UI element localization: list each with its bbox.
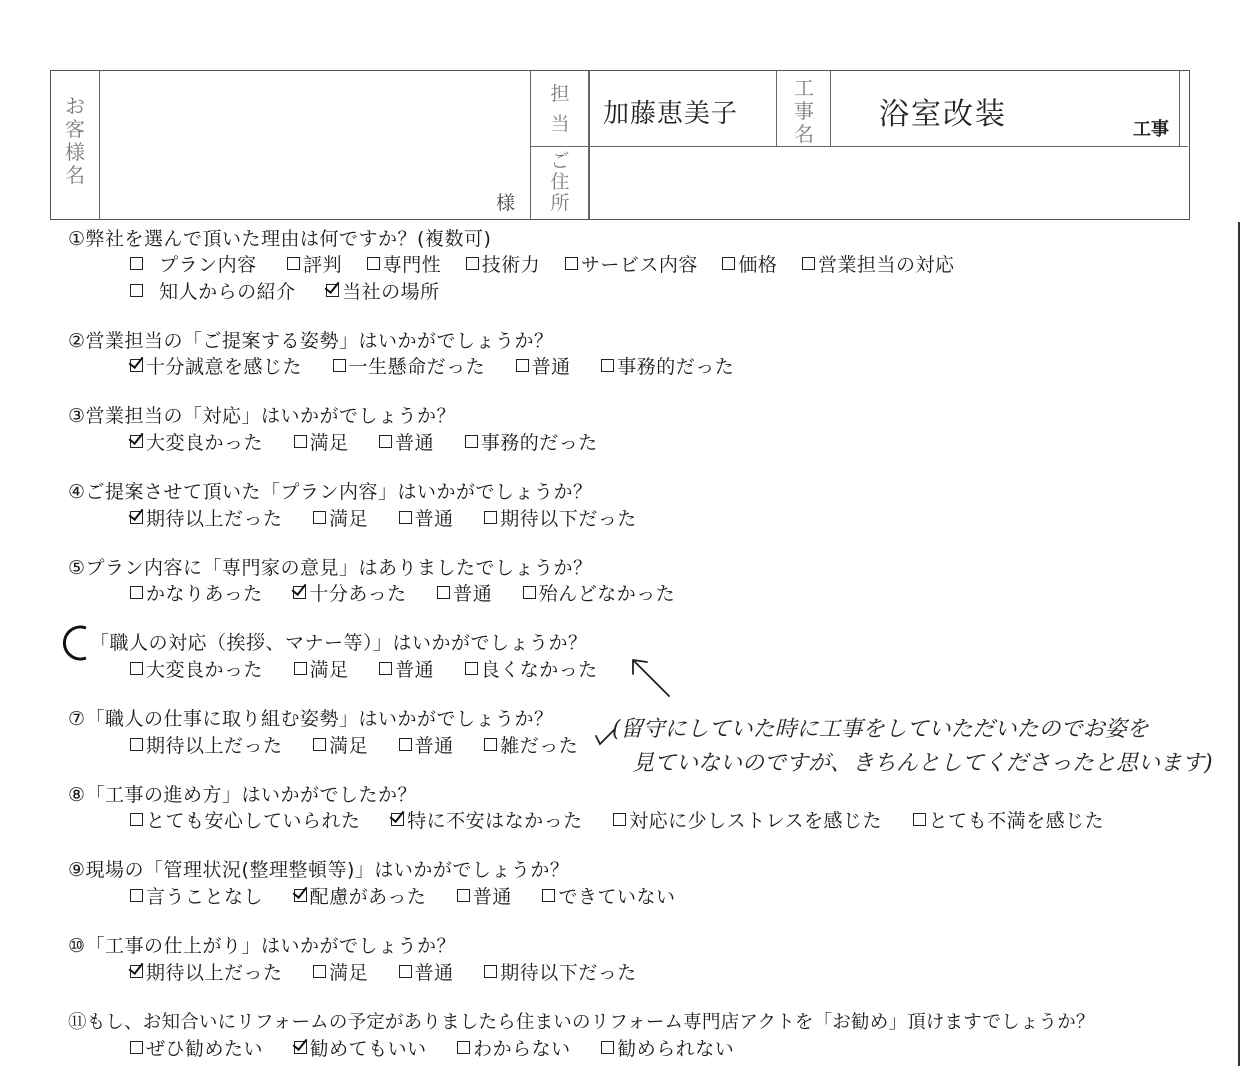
option-label: 十分あった — [309, 583, 407, 605]
option[interactable] — [465, 428, 598, 455]
option-label: 雑だった — [500, 735, 579, 757]
checkbox[interactable] — [399, 511, 412, 524]
customer-name-label: お客様名 — [65, 94, 85, 187]
option[interactable] — [313, 958, 368, 985]
checkbox[interactable] — [466, 257, 479, 270]
option[interactable] — [399, 958, 454, 985]
option[interactable] — [913, 806, 1105, 833]
option[interactable] — [466, 250, 541, 277]
option[interactable] — [333, 352, 486, 379]
question-6-options — [130, 655, 622, 682]
option[interactable] — [130, 277, 296, 304]
option[interactable] — [484, 504, 637, 531]
checkbox[interactable] — [399, 738, 412, 751]
option-label: 知人からの紹介 — [159, 281, 296, 303]
question-4-options — [130, 504, 661, 531]
question-5-options — [130, 579, 699, 606]
option[interactable] — [437, 579, 492, 606]
question-1-options — [130, 250, 954, 277]
option-label: 普通 — [531, 356, 571, 378]
checkbox[interactable] — [457, 1041, 470, 1054]
question-10-options — [130, 958, 661, 985]
checkbox-checked[interactable] — [326, 284, 339, 297]
option-label: 期待以下だった — [500, 962, 637, 984]
checkbox-checked[interactable] — [130, 359, 143, 372]
option[interactable] — [391, 806, 583, 833]
option[interactable] — [367, 250, 442, 277]
checkbox[interactable] — [333, 359, 346, 372]
checkbox-checked[interactable] — [294, 889, 307, 902]
option-label: 期待以上だった — [146, 508, 283, 530]
option[interactable] — [294, 428, 349, 455]
checkbox[interactable] — [399, 965, 412, 978]
option-label: 普通 — [395, 659, 435, 681]
option-label: 特に不安はなかった — [407, 810, 583, 832]
divider — [530, 71, 531, 219]
checkbox[interactable] — [130, 586, 143, 599]
checkbox[interactable] — [802, 257, 815, 270]
option-label: 満足 — [309, 432, 349, 454]
checkbox[interactable] — [484, 738, 497, 751]
option[interactable] — [399, 731, 454, 758]
checkbox-checked[interactable] — [130, 965, 143, 978]
option-label: 良くなかった — [480, 659, 598, 681]
checkbox[interactable] — [722, 257, 735, 270]
handwritten-comment-line1: (留守にしていた時に工事をしていただいたのでお姿を — [612, 717, 1149, 742]
option[interactable] — [313, 504, 368, 531]
question-8-title: ⑧「工事の進め方」はいかがでしたか？ — [68, 784, 418, 806]
checkbox[interactable] — [379, 662, 392, 675]
checkbox[interactable] — [457, 889, 470, 902]
checkbox[interactable] — [565, 257, 578, 270]
option-label: 勧められない — [617, 1038, 735, 1060]
option-label: 価格 — [738, 254, 778, 276]
option-label: 普通 — [395, 432, 435, 454]
option[interactable] — [130, 882, 263, 909]
handwritten-arrow-icon — [625, 652, 675, 702]
option-label: 営業担当の対応 — [817, 254, 955, 276]
option-label: 満足 — [329, 962, 369, 984]
question-11-options — [130, 1034, 758, 1061]
option-label: 配慮があった — [309, 886, 427, 908]
checkbox-checked[interactable] — [293, 586, 306, 599]
option-label: 普通 — [414, 962, 454, 984]
option-label: 殆んどなかった — [538, 583, 676, 605]
option-label: 一生懸命だった — [348, 356, 486, 378]
checkbox[interactable] — [130, 1041, 143, 1054]
question-5-title: ⑤プラン内容に「専門家の意見」はありましたでしょうか？ — [68, 557, 593, 579]
option[interactable] — [457, 882, 512, 909]
option[interactable] — [379, 428, 434, 455]
question-2-options — [130, 352, 758, 379]
checkbox[interactable] — [542, 889, 555, 902]
question-1-title: ①弊社を選んで頂いた理由は何ですか？(複数可) — [68, 228, 492, 250]
checkbox-checked[interactable] — [130, 435, 143, 448]
option[interactable] — [722, 250, 777, 277]
question-3-title: ③営業担当の「対応」はいかがでしょうか？ — [68, 405, 457, 427]
checkbox[interactable] — [130, 813, 143, 826]
option[interactable] — [601, 352, 734, 379]
option-label: 期待以上だった — [146, 735, 283, 757]
option-label: 満足 — [329, 508, 369, 530]
option[interactable] — [523, 579, 676, 606]
option[interactable] — [130, 958, 283, 985]
divider — [530, 146, 1188, 147]
option[interactable] — [130, 428, 263, 455]
koji-suffix: 工事 — [1133, 119, 1169, 140]
question-6-title: 「職人の対応（挨拶、マナー等）」はいかがでしょうか？ — [90, 632, 588, 654]
checkbox[interactable] — [913, 813, 926, 826]
option[interactable] — [130, 504, 283, 531]
checkbox-checked[interactable] — [294, 1041, 307, 1054]
option-label: 事務的だった — [617, 356, 735, 378]
checkbox[interactable] — [294, 435, 307, 448]
option[interactable] — [457, 1034, 571, 1061]
option-label: 大変良かった — [146, 432, 264, 454]
checkbox[interactable] — [516, 359, 529, 372]
option[interactable] — [465, 655, 598, 682]
handwritten-comment-line2: 見ていないのですが、きちんとしてくださったと思います) — [632, 751, 1213, 776]
checkbox[interactable] — [287, 257, 300, 270]
checkbox[interactable] — [313, 965, 326, 978]
option[interactable] — [613, 806, 882, 833]
question-7-title: ⑦「職人の仕事に取り組む姿勢」はいかがでしょうか？ — [68, 708, 554, 730]
option[interactable] — [287, 250, 342, 277]
option-label: 期待以上だった — [146, 962, 283, 984]
checkbox[interactable] — [367, 257, 380, 270]
checkbox[interactable] — [130, 284, 143, 297]
question-8-options — [130, 806, 1128, 833]
option-label: 事務的だった — [480, 432, 598, 454]
option[interactable] — [294, 1034, 427, 1061]
checkbox[interactable] — [601, 1041, 614, 1054]
option-label: 勧めてもいい — [309, 1038, 427, 1060]
option-label: 大変良かった — [146, 659, 264, 681]
question-2-title: ②営業担当の「ご提案する姿勢」はいかがでしょうか？ — [68, 330, 554, 352]
option[interactable] — [516, 352, 571, 379]
checkbox[interactable] — [294, 662, 307, 675]
option[interactable] — [130, 579, 263, 606]
option-label: ぜひ勧めたい — [146, 1038, 264, 1060]
customer-info-table — [50, 70, 1190, 220]
divider — [1179, 71, 1180, 147]
option[interactable] — [130, 655, 263, 682]
divider — [99, 71, 100, 219]
divider — [830, 71, 831, 147]
checkbox[interactable] — [601, 359, 614, 372]
option-label: 当社の場所 — [342, 281, 440, 303]
option[interactable] — [565, 250, 698, 277]
option-label: 普通 — [414, 735, 454, 757]
option[interactable] — [484, 958, 637, 985]
checkbox[interactable] — [437, 586, 450, 599]
option[interactable] — [130, 250, 257, 277]
tanto-label: 担当 — [550, 83, 570, 135]
option-label: 言うことなし — [146, 886, 264, 908]
option-label: できていない — [558, 886, 676, 908]
option-label: 普通 — [472, 886, 512, 908]
address-label: ご住所 — [550, 150, 570, 214]
divider — [588, 71, 590, 219]
checkbox[interactable] — [313, 738, 326, 751]
option-label: サービス内容 — [580, 254, 698, 276]
option-label: かなりあった — [146, 583, 263, 605]
option[interactable] — [601, 1034, 734, 1061]
checkbox[interactable] — [465, 662, 478, 675]
question-10-title: ⑩「工事の仕上がり」はいかがでしょうか？ — [68, 935, 457, 957]
checkbox[interactable] — [379, 435, 392, 448]
option-label: 評判 — [303, 254, 343, 276]
option-label: 普通 — [414, 508, 454, 530]
checkbox[interactable] — [130, 662, 143, 675]
punch-hole-mark — [52, 622, 94, 664]
checkbox[interactable] — [130, 257, 143, 270]
option[interactable] — [293, 579, 406, 606]
question-1-options-row2 — [130, 277, 464, 304]
option-label: 満足 — [329, 735, 369, 757]
option-label: 技術力 — [481, 254, 541, 276]
koji-name-label: 工事名 — [794, 76, 814, 146]
question-3-options — [130, 428, 622, 455]
option[interactable] — [130, 731, 283, 758]
option-label: 期待以下だった — [500, 508, 637, 530]
checkbox[interactable] — [313, 511, 326, 524]
sama-label: 様 — [496, 192, 516, 214]
checkbox[interactable] — [613, 813, 626, 826]
option-label: とても安心していられた — [146, 810, 361, 832]
option-label: わからない — [473, 1038, 571, 1060]
option-label: とても不満を感じた — [928, 810, 1105, 832]
scan-edge-line — [1238, 222, 1240, 1066]
question-9-options — [130, 882, 700, 909]
option-label: 十分誠意を感じた — [146, 356, 303, 378]
option[interactable] — [313, 731, 368, 758]
question-11-title: ⑪もし、お知合いにリフォームの予定がありましたら住まいのリフォーム専門店アクトを「お勧め」頂けますでしょうか？ — [68, 1012, 1095, 1033]
option[interactable] — [379, 655, 434, 682]
checkbox[interactable] — [130, 738, 143, 751]
checkbox-checked[interactable] — [130, 511, 143, 524]
tanto-value: 加藤恵美子 — [603, 99, 739, 129]
divider — [776, 71, 777, 147]
checkbox-checked[interactable] — [391, 813, 404, 826]
option[interactable] — [484, 731, 578, 758]
option-label: 満足 — [309, 659, 349, 681]
option[interactable] — [802, 250, 955, 277]
option[interactable] — [130, 806, 361, 833]
option[interactable] — [326, 277, 440, 304]
option-label: 対応に少しストレスを感じた — [629, 810, 883, 832]
option[interactable] — [399, 504, 454, 531]
question-4-title: ④ご提案させて頂いた「プラン内容」はいかがでしょうか？ — [68, 481, 593, 503]
option-label: 専門性 — [382, 254, 442, 276]
option-label: 普通 — [453, 583, 493, 605]
checkbox[interactable] — [523, 586, 536, 599]
checkbox[interactable] — [484, 965, 497, 978]
option[interactable] — [294, 655, 349, 682]
option[interactable] — [130, 352, 302, 379]
option[interactable] — [294, 882, 427, 909]
option[interactable] — [542, 882, 675, 909]
option-label: プラン内容 — [159, 254, 257, 276]
option[interactable] — [130, 1034, 263, 1061]
question-7-options — [130, 731, 602, 758]
checkbox[interactable] — [484, 511, 497, 524]
koji-value: 浴室改装 — [879, 97, 1007, 132]
checkbox[interactable] — [130, 889, 143, 902]
checkbox[interactable] — [465, 435, 478, 448]
question-9-title: ⑨現場の「管理状況(整理整頓等)」はいかがでしょうか？ — [68, 859, 570, 881]
